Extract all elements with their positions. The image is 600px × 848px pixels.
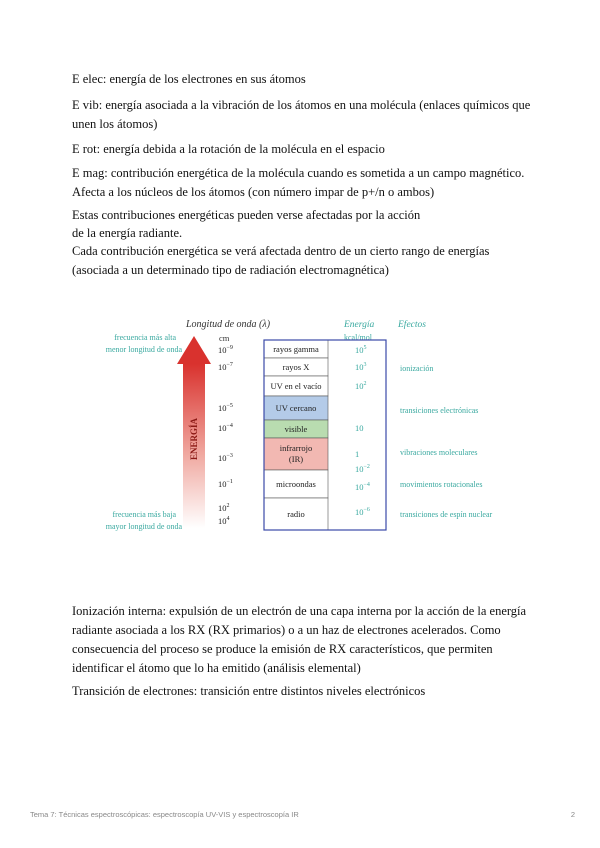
- energy-1-exponent: 3: [363, 362, 367, 368]
- energy-7-exponent: −6: [363, 507, 370, 513]
- energy-0-exponent: 5: [363, 345, 367, 351]
- wavelength-6: [218, 503, 230, 513]
- wavelength-0-base: 10: [218, 345, 227, 355]
- energy-2: [355, 381, 367, 391]
- energy-2-base: 10: [355, 381, 364, 391]
- paragraph-e-mag: E mag: contribución energética de la molécula cuando es sometida a un campo magnético. Afecta a los núcleos de los átomos (con número impar de p+/n o ambos): [72, 166, 525, 199]
- energy-unit: kcal/mol: [344, 333, 372, 342]
- energy-6-exponent: −4: [363, 482, 370, 488]
- wavelength-3-exponent: −4: [226, 423, 233, 429]
- energy-6-base: 10: [355, 482, 364, 492]
- bottom-note-wavelength: mayor longitud de onda: [105, 522, 182, 531]
- energy-3: [355, 423, 364, 433]
- wavelength-5-base: 10: [218, 479, 227, 489]
- wavelength-unit: cm: [219, 333, 230, 343]
- paragraph-e-vib: E vib: energía asociada a la vibración de los átomos en una molécula (enlaces químicos que unen los átomos): [72, 98, 531, 131]
- energy-1-base: 10: [355, 362, 364, 372]
- energy-1: [355, 362, 367, 372]
- band-3-label: UV cercano: [275, 403, 317, 413]
- wavelength-2: [218, 403, 233, 413]
- energy-5-base: 10: [355, 464, 364, 474]
- effects-column: [400, 364, 493, 519]
- band-4-label: visible: [284, 424, 308, 434]
- wavelength-header: Longitud de onda (λ): [186, 319, 271, 330]
- band-5-label2: (IR): [288, 454, 304, 464]
- wavelength-7-base: 10: [218, 516, 227, 526]
- wavelength-5-exponent: −1: [226, 479, 233, 485]
- wavelength-6-exponent: 2: [226, 503, 230, 509]
- wavelength-0-exponent: −9: [226, 345, 233, 351]
- energy-column: [355, 345, 370, 517]
- wavelength-6-base: 10: [218, 503, 227, 513]
- effect-2: vibraciones moleculares: [400, 448, 478, 457]
- wavelength-column: [218, 345, 233, 526]
- wavelength-4-exponent: −3: [226, 453, 233, 459]
- bottom-note-frequency: frecuencia más baja: [112, 510, 176, 519]
- wavelength-0: [218, 345, 233, 355]
- energy-7: [355, 507, 370, 517]
- band-5-label: infrarrojo: [279, 443, 313, 453]
- wavelength-4: [218, 453, 233, 463]
- band-7-label: radio: [287, 509, 305, 519]
- footer-title: Tema 7: Técnicas espectroscópicas: espectroscopía UV-VIS y espectroscopía IR: [30, 810, 299, 819]
- wavelength-4-base: 10: [218, 453, 227, 463]
- energy-3-base: 10: [355, 423, 364, 433]
- energy-arrow-label: ENERGÍA: [189, 417, 199, 460]
- effect-1: transiciones electrónicas: [400, 406, 479, 415]
- page-number: 2: [570, 810, 575, 819]
- wavelength-1-exponent: −7: [226, 362, 233, 368]
- energy-4: [355, 449, 359, 459]
- page-footer: [30, 810, 575, 819]
- paragraph-electron-transition: Transición de electrones: transición entre distintos niveles electrónicos: [72, 684, 426, 698]
- wavelength-5: [218, 479, 233, 489]
- wavelength-2-base: 10: [218, 403, 227, 413]
- paragraph-e-elec: E elec: energía de los electrones en sus átomos: [72, 72, 306, 86]
- effect-0: ionización: [400, 364, 434, 373]
- paragraph-radiant-energy: de la energía radiante.: [72, 226, 183, 240]
- effect-4: transiciones de espín nuclear: [400, 510, 493, 519]
- electromagnetic-spectrum-figure: [0, 310, 600, 540]
- paragraph-e-rot: E rot: energía debida a la rotación de la molécula en el espacio: [72, 142, 385, 156]
- energy-header: Energía: [344, 320, 375, 330]
- energy-6: [355, 482, 370, 492]
- band-0-label: rayos gamma: [273, 344, 319, 354]
- paragraph-internal-ionization: Ionización interna: expulsión de un electrón de una capa interna por la acción de la energía radiante asociada a los RX (RX primarios) o a un haz de electrones acelerados. Como consecuencia del proceso se produce la emisión de RX característicos, que permiten identificar el átomo que lo ha emitido (análisis elemental): [72, 604, 527, 675]
- wavelength-2-exponent: −5: [226, 403, 233, 409]
- band-1-label: rayos X: [282, 362, 310, 372]
- paragraph-energy-range: Cada contribución energética se verá afectada dentro de un cierto rango de energías (asociada a un determinado tipo de radiación electromagnética): [72, 244, 490, 277]
- wavelength-7-exponent: 4: [226, 516, 230, 522]
- energy-0: [355, 345, 367, 355]
- spectrum-bands: [264, 340, 386, 530]
- top-note-wavelength: menor longitud de onda: [105, 345, 182, 354]
- effects-header: Efectos: [398, 320, 426, 330]
- wavelength-3-base: 10: [218, 423, 227, 433]
- wavelength-1: [218, 362, 233, 372]
- paragraph-contributions: Estas contribuciones energéticas pueden verse afectadas por la acción: [72, 208, 421, 222]
- energy-2-exponent: 2: [363, 381, 367, 387]
- energy-4-base: 1: [355, 449, 360, 459]
- wavelength-7: [218, 516, 230, 526]
- wavelength-1-base: 10: [218, 362, 227, 372]
- energy-5-exponent: −2: [363, 464, 370, 470]
- energy-5: [355, 464, 370, 474]
- top-note-frequency: frecuencia más alta: [114, 333, 176, 342]
- energy-0-base: 10: [355, 345, 364, 355]
- wavelength-3: [218, 423, 233, 433]
- band-6-label: microondas: [276, 479, 316, 489]
- energy-7-base: 10: [355, 507, 364, 517]
- effect-3: movimientos rotacionales: [400, 480, 483, 489]
- band-2-label: UV en el vacío: [270, 381, 322, 391]
